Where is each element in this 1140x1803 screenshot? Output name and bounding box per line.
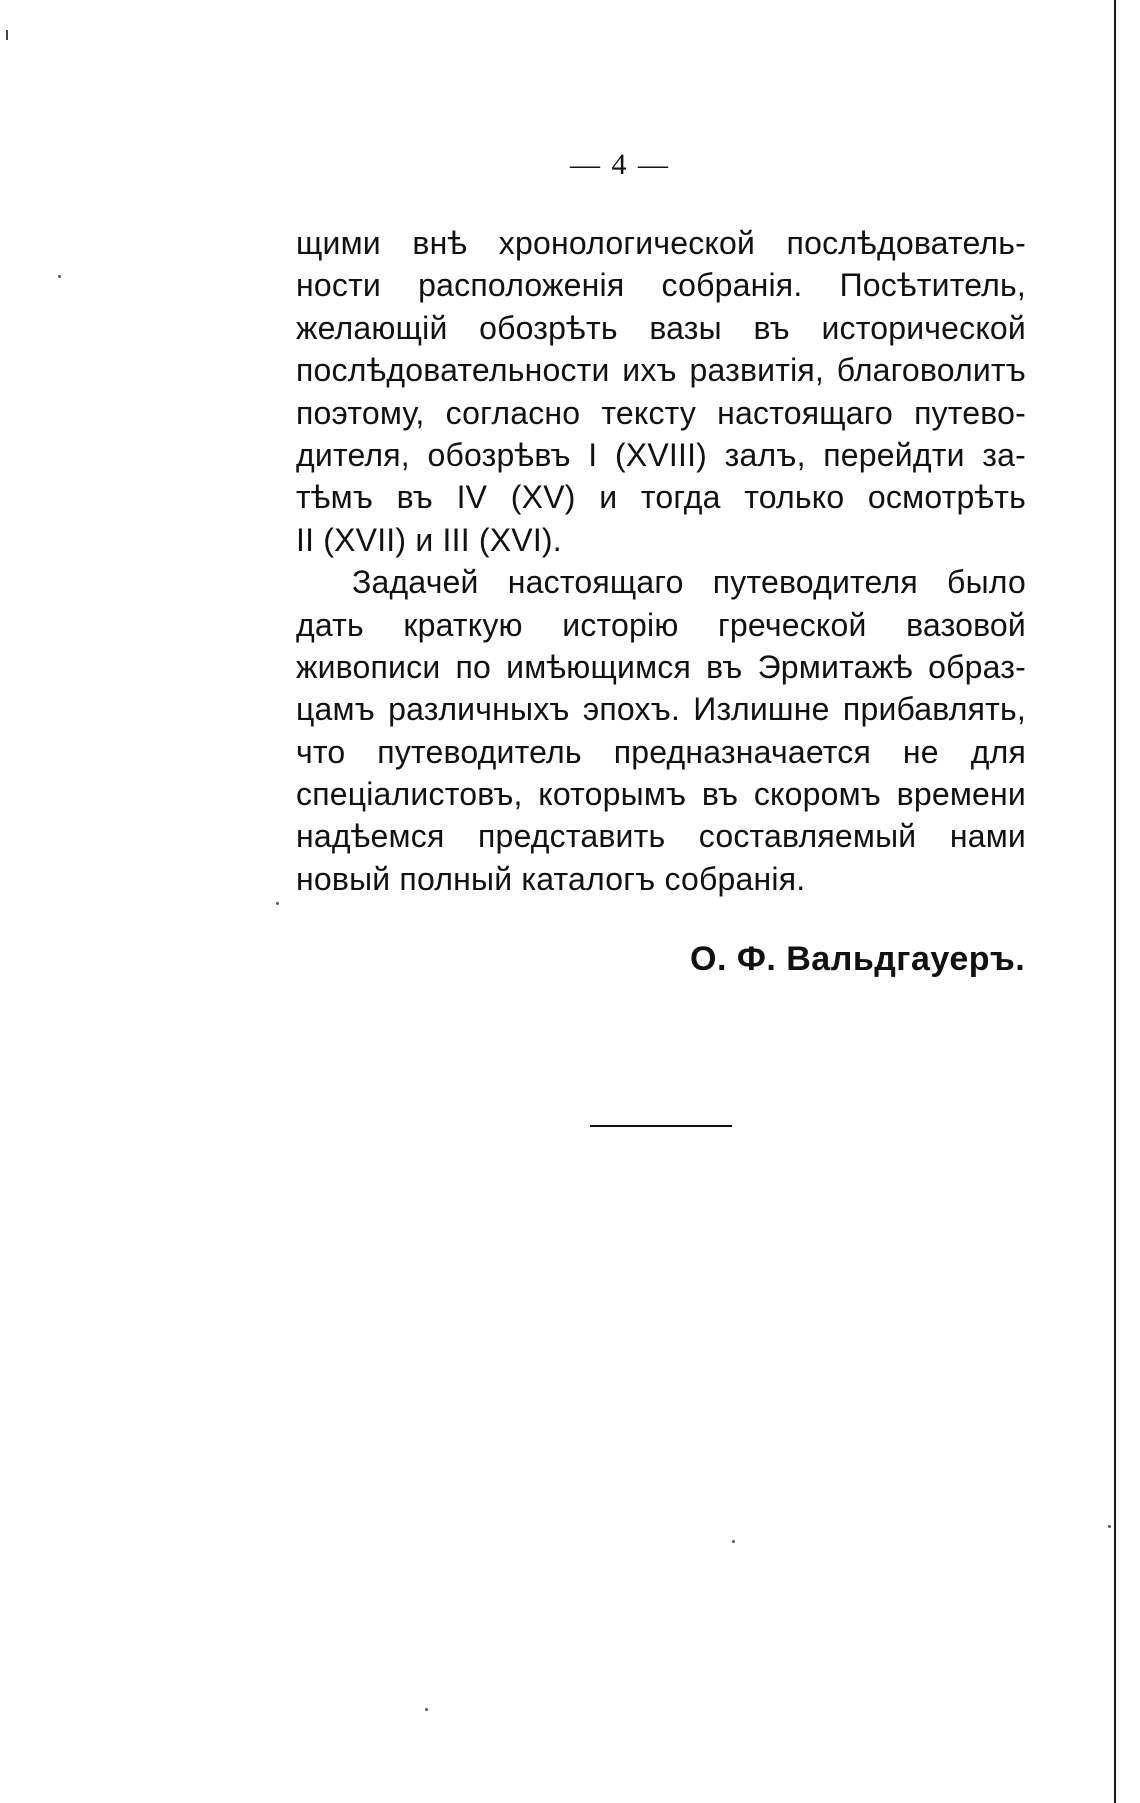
scan-speck xyxy=(1108,1525,1111,1528)
text-line: дать краткую исторію греческой вазовой xyxy=(296,606,1026,643)
scan-mark xyxy=(6,30,8,40)
text-line: что путеводитель предназначается не для xyxy=(296,733,1026,770)
page-number: — 4 — xyxy=(570,148,670,181)
text-line: желающій обозрѣть вазы въ исторической xyxy=(296,309,1026,346)
scan-speck xyxy=(425,1708,428,1711)
scan-speck xyxy=(732,1540,735,1543)
text-line: послѣдовательности ихъ развитія, благоволитъ xyxy=(296,352,1026,389)
section-divider xyxy=(590,1125,732,1127)
paragraph-2 xyxy=(296,561,1026,900)
text-line: надѣемся представить составляемый нами xyxy=(296,818,1026,855)
text-line: щими внѣ хронологической послѣдователь- xyxy=(296,225,1026,261)
text-line: живописи по имѣющимся въ Эрмитажѣ образ- xyxy=(296,648,1026,685)
page-edge-line xyxy=(1114,0,1116,1803)
text-line: тѣмъ въ IV (XV) и тогда только осмотрѣть xyxy=(296,479,1026,516)
text-line: Задачей настоящаго путеводителя было xyxy=(352,564,1026,601)
text-line: ности расположенія собранія. Посѣтитель, xyxy=(296,267,1026,304)
text-line: новый полный каталогъ собранія. xyxy=(296,860,806,897)
text-line: дителя, обозрѣвъ I (XVIII) залъ, перейдти за- xyxy=(296,436,1026,473)
author-signature: О. Ф. Вальдгауеръ. xyxy=(690,940,1026,978)
text-line: цамъ различныхъ эпохъ. Излишне прибавлять, xyxy=(296,691,1026,728)
paragraph-1 xyxy=(296,222,1026,561)
scan-speck xyxy=(276,902,279,905)
body-text xyxy=(296,222,1026,900)
text-line: спеціалистовъ, которымъ въ скоромъ времени xyxy=(296,776,1026,813)
text-line: II (XVII) и III (XVI). xyxy=(296,521,562,558)
text-line: поэтому, согласно тексту настоящаго путево- xyxy=(296,394,1026,431)
scan-speck xyxy=(58,275,61,278)
